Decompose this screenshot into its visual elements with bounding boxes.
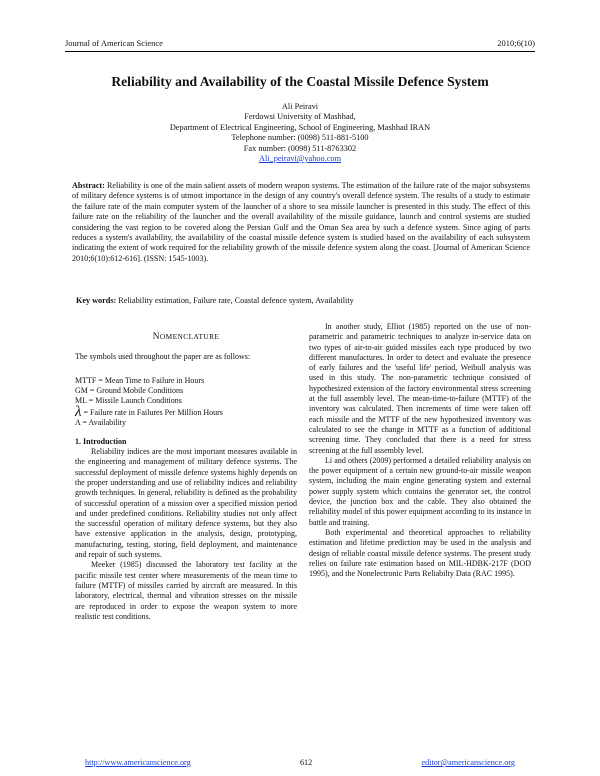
author-block xyxy=(40,102,560,164)
nomenclature-availability: A = Availability xyxy=(75,418,127,428)
author-affiliation-department: Department of Electrical Engineering, School of Engineering, Mashhad IRAN xyxy=(169,122,431,132)
section-heading-introduction: 1. Introduction xyxy=(75,436,127,446)
nomenclature-intro: The symbols used throughout the paper are as follows: xyxy=(75,352,251,362)
header-rule xyxy=(65,51,535,52)
author-affiliation-university: Ferdowsi University of Mashhad, xyxy=(244,112,356,122)
page-footer xyxy=(85,758,515,767)
page-number: 612 xyxy=(299,758,313,767)
running-header xyxy=(65,38,535,50)
nomenclature-item: ML = Missile Launch Conditions xyxy=(75,396,182,406)
nomenclature-title-rest: OMENCLATURE xyxy=(159,332,220,341)
abstract-label: Abstract: xyxy=(72,181,105,190)
author-fax: Fax number: (0098) 511-8763302 xyxy=(243,143,357,153)
lambda-definition: = Failure rate in Failures Per Million Hours xyxy=(83,408,223,418)
journal-issue: 2010;6(10) xyxy=(497,38,535,48)
keywords xyxy=(76,296,531,305)
right-paragraph-1: In another study, Elliot (1985) reported on the use of non-parametric and parametric techniques to analyze in-service data on two types of air-to-air guided missiles each type produced by two different manufactures. In order to detect and evaluate the presence of early failures and the 'useful life' period, Weibull analysis was used in this study. The non-parametric technique consisted of hypothesized extension of the factory environmental stress screening at the full assembly level. The mean-time-to-failure (MTTF) of the inventory was calculated. Then increments of time were taken off each missile and the MTTF of the new hypothesized inventory was calculated to see the change in MTTF as a function of additional screening time. They concluded that there is a need for stress screening at the full assembly level. xyxy=(309,322,531,455)
intro-paragraph-2: Meeker (1985) discussed the laboratory test facility at the pacific missile test center where measurements of the mean time to failure (MTTF) of missiles carried by aircraft are measured. In this laboratory, electrical, thermal and vibration stresses on the missile are reproduced in order to expose the weapon system to more realistic test conditions. xyxy=(75,560,297,621)
keywords-text: Reliability estimation, Failure rate, Coastal defence system, Availability xyxy=(118,296,354,305)
right-paragraph-2: Li and others (2009) performed a detailed reliability analysis on the power equipment of a certain new ground-to-air missile weapon system, including the main engine generating system and external power supply system which contains the generator set, the control device, the junction box and the cable. They also obtained the reliability model of this power equipment according to its instance in battle and training. xyxy=(309,455,531,527)
abstract-text: Reliability is one of the main salient assets of modern weapon systems. The estimation of the failure rate of the major subsystems of military defence systems is of utmost importance in the design of any country's overall defence system. The results of a study to estimate the failure rate of the main computer system of the launcher of a shore to sea missile launcher is presented in this study. The effect of this failure rate on the reliability of the launcher and the overall availability of the missile guidance, launch and control systems are studied considering the vast region to be covered along the Persian Gulf and the Oman Sea area by such a defence system. Since aging of parts reduces a system's availability, the availability of the coastal missile defence system is studied based on the availability of each subsystem indicating the extent of work required for the reliability growth of the missile defence system along the coast. [Journal of American Science 2010;6(10):612-616]. (ISSN: 1545-1003). xyxy=(72,181,530,263)
intro-paragraph-1: Reliability indices are the most important measures available in the engineering and management of military defence systems. The successful deployment of missile defence systems highly depends on the proper understanding and use of reliability indices and reliability growth techniques. In general, reliability is defined as the probability of successful operation of a mission over a specified mission period and under predefined conditions. Reliability studies not only affect the successful operation of military defence systems, but they also have extensive application in the analysis, design, prototyping, manufacturing, testing, storing, field deployment, and maintenance and repair of such systems. xyxy=(75,447,297,560)
nomenclature-title xyxy=(75,332,297,342)
nomenclature-lambda xyxy=(75,404,297,421)
author-email-link[interactable]: Ali_peiravi@yahoo.com xyxy=(258,154,342,164)
abstract xyxy=(72,181,530,264)
right-column xyxy=(309,322,531,579)
footer-email-link[interactable]: editor@americanscience.org xyxy=(421,758,515,767)
nomenclature-item: GM = Ground Mobile Conditions xyxy=(75,385,184,395)
footer-website-link[interactable]: http://www.americanscience.org xyxy=(85,758,191,767)
nomenclature-title-initial: N xyxy=(152,332,160,342)
paper-title: Reliability and Availability of the Coastal Missile Defence System xyxy=(111,74,489,89)
author-telephone: Telephone number: (0098) 511-881-5100 xyxy=(231,133,369,143)
nomenclature-item: MTTF = Mean Time to Failure in Hours xyxy=(75,375,205,385)
left-column xyxy=(75,322,297,622)
keywords-label: Key words: xyxy=(76,296,117,305)
author-name: Ali Peiravi xyxy=(281,102,319,111)
journal-name: Journal of American Science xyxy=(65,38,163,48)
lambda-symbol: λ xyxy=(75,404,82,421)
right-paragraph-3: Both experimental and theoretical approaches to reliability estimation and lifetime prediction may be used in the analysis and design of reliable coastal missile defence systems. The present study relies on failure rate estimation based on MIL-HDBK-217F (DOD 1995), and the Nonelectronic Parts Reliabilty Data (RAC 1995). xyxy=(309,527,531,579)
